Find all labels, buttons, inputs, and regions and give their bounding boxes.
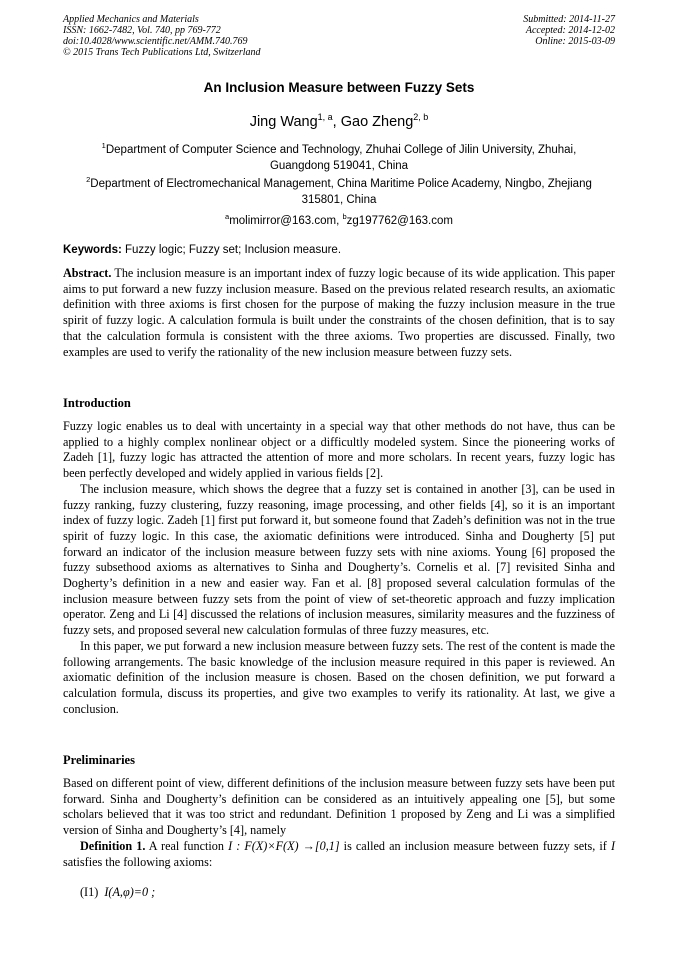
keywords	[63, 244, 615, 256]
introduction-body	[63, 419, 615, 717]
definition-math: I : F(X)×F(X) →[0,1]	[228, 838, 340, 853]
accepted-date: Accepted: 2014-12-02	[525, 25, 615, 36]
submitted-date: Submitted: 2014-11-27	[523, 14, 615, 25]
author-name: Gao Zheng	[340, 113, 414, 130]
definition-variable: I	[610, 838, 615, 853]
keywords-label: Keywords:	[63, 244, 122, 256]
axiom-formula: I(A,φ)=0 ;	[104, 885, 156, 899]
affiliation-1	[80, 138, 598, 174]
affiliation-sup: 1	[101, 141, 106, 150]
email-link[interactable]: zg197762@163.com	[346, 214, 453, 227]
definition-text: is called an inclusion measure between fuzzy sets, if	[339, 838, 611, 853]
axiom-label: (I1)	[80, 885, 99, 899]
online-date: Online: 2015-03-09	[535, 36, 615, 47]
author-emails	[80, 209, 598, 229]
doi: doi:10.4028/www.scientific.net/AMM.740.769	[63, 36, 248, 47]
affiliation-sup: 2	[86, 175, 91, 184]
definition-text: A real function	[145, 838, 229, 853]
preliminaries-body	[63, 776, 615, 870]
definition-text: satisfies the following axioms:	[63, 854, 213, 869]
email-sup: b	[342, 212, 347, 221]
copyright: © 2015 Trans Tech Publications Ltd, Switzerland	[63, 47, 261, 58]
email-link[interactable]: molimirror@163.com,	[229, 214, 343, 227]
abstract-label: Abstract.	[63, 266, 112, 280]
paper-title: An Inclusion Measure between Fuzzy Sets	[203, 80, 475, 95]
issn: ISSN: 1662-7482, Vol. 740, pp 769-772	[63, 25, 221, 36]
author-list	[0, 112, 678, 130]
affiliation-2	[80, 172, 598, 208]
section-heading-introduction: Introduction	[63, 396, 131, 410]
abstract	[63, 266, 615, 360]
paragraph: In this paper, we put forward a new inclusion measure between fuzzy sets. The rest of the content is made the following arrangements. The basic knowledge of the inclusion measure required in this paper is reviewed. An axiomatic definition of the inclusion measure is chosen. Based on the chosen definition, we put forward a calculation formula, discuss its properties, and give two examples to verify its rationality. At last, we give a conclusion.	[63, 638, 615, 716]
paragraph: The inclusion measure, which shows the degree that a fuzzy set is contained in another [3], can be used in fuzzy ranking, fuzzy clustering, fuzzy reasoning, image processing, and other fields [4], so it is an important index of fuzzy logic. Zadeh [1] first put forward it, but someone found that Zadeh’s definition was not in the true spirit of fuzzy logic. In this case, the axiomatic definitions were introduced. Sinha and Dougherty [5] put forward an indicator of the inclusion measure between fuzzy sets with nine axioms. Young [6] proposed the fuzzy subsethood axioms as alternatives to Sinha and Dougherty’s. Cornelis et al. [7] revisited Sinha and Dogherty’s definition in a new and easier way. Fan et al. [8] proposed several calculation formulas of the inclusion measure between fuzzy sets from the point of view of set-theoretic approach and fuzzy implication operator. Zeng and Li [4] discussed the relations of inclusion measures, similarity measures and the fuzziness of fuzzy sets, and proposed several new calculation formulas of three fuzzy measures, etc.	[63, 481, 615, 638]
journal-info	[63, 14, 261, 58]
email-sup: a	[225, 212, 230, 221]
journal-name: Applied Mechanics and Materials	[63, 14, 199, 25]
author-sup: 2, b	[413, 112, 429, 122]
publication-dates	[523, 14, 615, 47]
keywords-text: Fuzzy logic; Fuzzy set; Inclusion measure.	[121, 244, 342, 256]
paragraph: Fuzzy logic enables us to deal with uncertainty in a special way that other methods do not have, thus can be applied to a highly complex nonlinear object or a difficultly modeled system. Since the pioneering works of Zadeh [1], fuzzy logic has attracted the attention of more and more scholars. In recent years, fuzzy logic has been perfectly developed and widely applied in various fields [2].	[63, 419, 615, 481]
affiliation-text: Department of Electromechanical Management, China Maritime Police Academy, Ningbo, Zhejiang 315801, China	[90, 177, 592, 206]
definition	[63, 839, 615, 870]
section-heading-preliminaries: Preliminaries	[63, 753, 135, 767]
author-separator: ,	[332, 113, 341, 130]
affiliation-text: Department of Computer Science and Technology, Zhuhai College of Jilin University, Zhuhai, Guangdong 519041, China	[105, 143, 577, 172]
paragraph: Based on different point of view, different definitions of the inclusion measure between fuzzy sets have been put forward. Sinha and Dougherty’s definition can be considered as an intuitively appealing one [5], but some scholars believed that it was too strict and redundant. Definition 1 proposed by Zeng and Li was a simplified version of Sinha and Dougherty’s [4], namely	[63, 776, 615, 838]
axiom-i1	[80, 885, 155, 900]
abstract-text: The inclusion measure is an important index of fuzzy logic because of its wide application. This paper aims to put forward a new fuzzy inclusion measure. Based on the previous related research results, an axiomatic definition with three axioms is first chosen for the purpose of making the fuzzy inclusion measure in the true spirit of fuzzy logic. A calculation formula is built under the constraints of the chosen definition, that is to say that the calculation formula is consistent with the three axioms. Two properties are discussed. Finally, two examples are used to verify the rationality of the new inclusion measure between fuzzy sets.	[63, 266, 615, 359]
author-name: Jing Wang	[249, 113, 318, 130]
author-sup: 1, a	[317, 112, 333, 122]
definition-label: Definition 1.	[80, 838, 146, 853]
